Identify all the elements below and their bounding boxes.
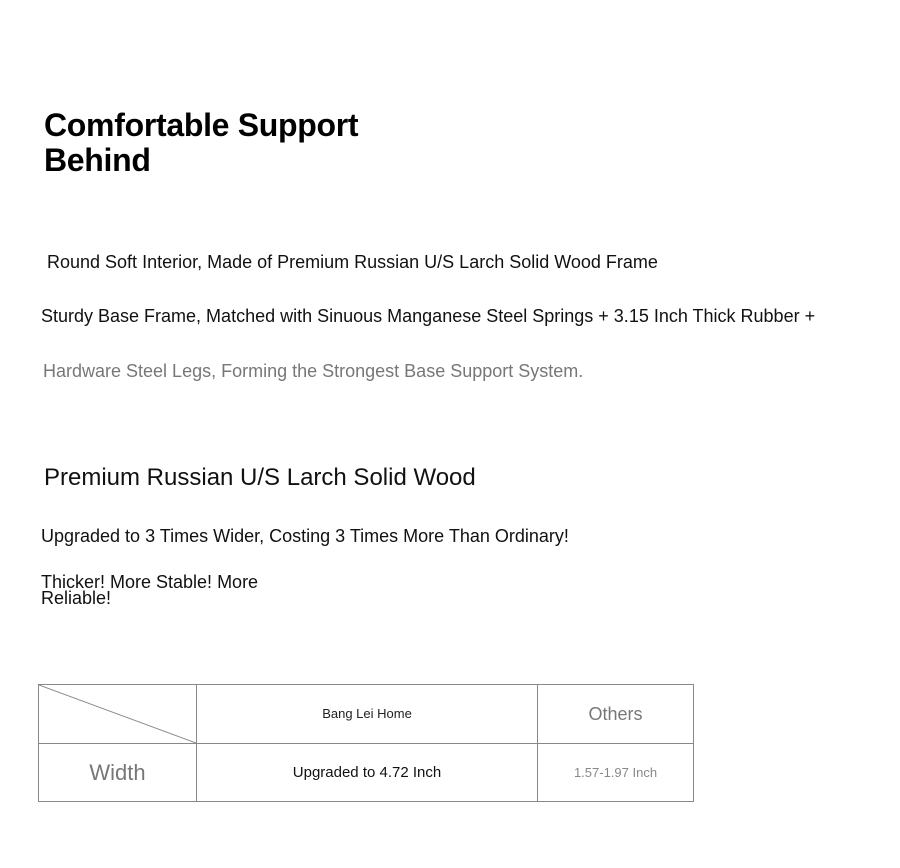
title-line-2: Behind — [44, 142, 151, 178]
table-row — [39, 744, 694, 802]
row-brand-value: Upgraded to 4.72 Inch — [292, 763, 442, 781]
table-header-row — [39, 685, 694, 744]
row-others-value: 1.57-1.97 Inch — [573, 764, 658, 780]
wood-upgrade-line: Upgraded to 3 Times Wider, Costing 3 Times More Than Ordinary! — [41, 526, 569, 546]
header-brand — [197, 685, 538, 744]
support-line-2: Sturdy Base Frame, Matched with Sinuous Manganese Steel Springs + 3.15 Inch Thick Rubber + — [41, 306, 816, 326]
header-others-label: Others — [588, 703, 643, 724]
comparison-table — [38, 684, 694, 802]
wood-benefit-line — [41, 574, 291, 606]
support-line-3: Hardware Steel Legs, Forming the Strongest Base Support System. — [43, 361, 584, 381]
diagonal-divider — [39, 685, 196, 743]
row-others-cell — [538, 744, 694, 802]
wood-section-title: Premium Russian U/S Larch Solid Wood — [44, 464, 476, 491]
header-others — [538, 685, 694, 744]
title-line-1: Comfortable Support — [44, 107, 359, 143]
page-title — [44, 108, 474, 178]
header-brand-label: Bang Lei Home — [322, 706, 412, 721]
wood-benefit-text-1: Thicker! More Stable! More — [41, 572, 259, 592]
row-label: Width — [89, 759, 146, 785]
support-line-1: Round Soft Interior, Made of Premium Russian U/S Larch Solid Wood Frame — [47, 252, 658, 272]
row-brand-cell — [197, 744, 538, 802]
corner-cell — [39, 685, 197, 744]
wood-benefit-text-2: Reliable! — [41, 588, 112, 608]
row-label-cell — [39, 744, 197, 802]
